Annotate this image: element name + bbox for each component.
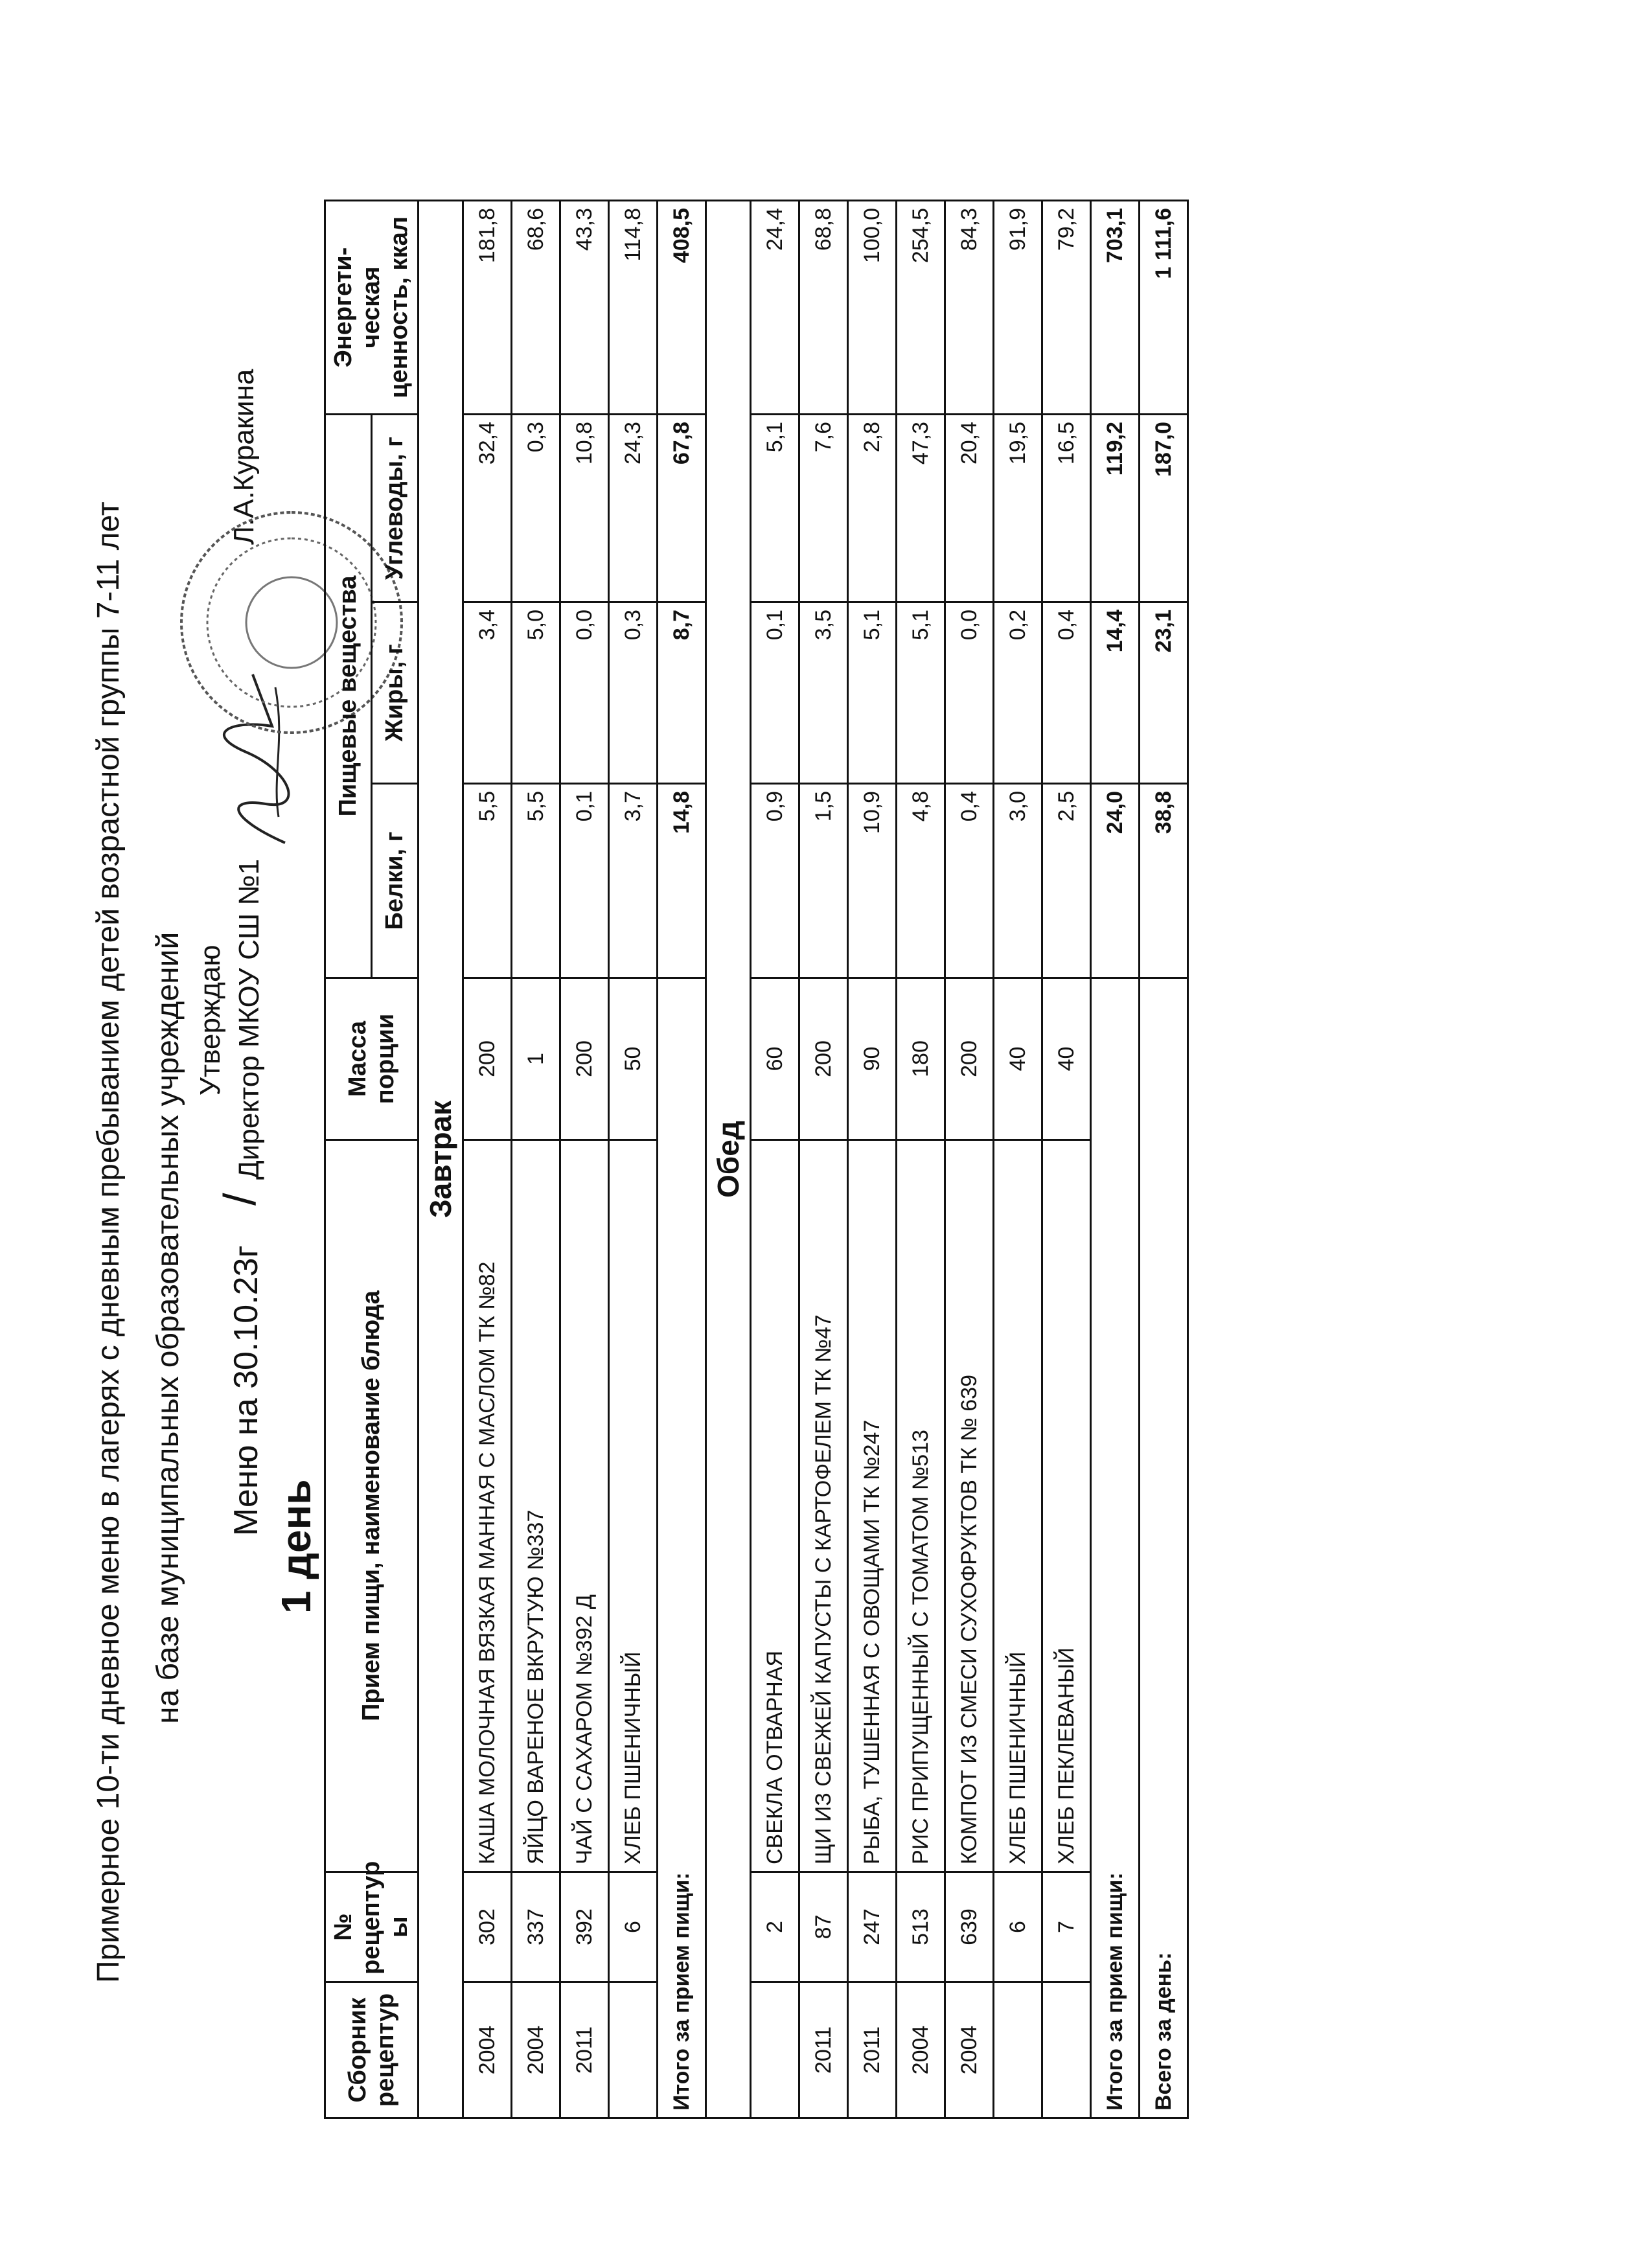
cell-recipe: 337 bbox=[512, 1872, 560, 1982]
breakfast-section bbox=[419, 200, 706, 2118]
cell-recipe: 513 bbox=[897, 1872, 945, 1982]
cell-mass: 40 bbox=[994, 978, 1042, 1140]
total-proteins: 24,0 bbox=[1091, 784, 1140, 978]
day-total-carbs: 187,0 bbox=[1140, 414, 1188, 602]
total-fats: 8,7 bbox=[658, 602, 706, 784]
cell-carbs: 2,8 bbox=[848, 414, 897, 602]
cell-fats: 5,1 bbox=[848, 602, 897, 784]
cell-recipe: 7 bbox=[1042, 1872, 1091, 1982]
cell-proteins: 4,8 bbox=[897, 784, 945, 978]
cell-dish: КОМПОТ ИЗ СМЕСИ СУХОФРУКТОВ ТК № 639 bbox=[945, 1140, 994, 1872]
cell-proteins: 3,0 bbox=[994, 784, 1042, 978]
cell-carbs: 24,3 bbox=[609, 414, 658, 602]
cell-energy: 68,6 bbox=[512, 200, 560, 414]
cell-energy: 84,3 bbox=[945, 200, 994, 414]
cell-carbs: 19,5 bbox=[994, 414, 1042, 602]
cell-dish: ХЛЕБ ПШЕНИЧНЫЙ bbox=[609, 1140, 658, 1872]
meal-title-lunch: Обед bbox=[706, 200, 751, 2118]
cell-energy: 114,8 bbox=[609, 200, 658, 414]
total-label: Итого за прием пищи: bbox=[658, 978, 706, 2118]
table-row bbox=[945, 200, 994, 2118]
cell-proteins: 3,7 bbox=[609, 784, 658, 978]
cell-carbs: 32,4 bbox=[463, 414, 512, 602]
cell-collection: 2004 bbox=[463, 1982, 512, 2118]
cell-fats: 0,4 bbox=[1042, 602, 1091, 784]
day-total-proteins: 38,8 bbox=[1140, 784, 1188, 978]
table-row bbox=[512, 200, 560, 2118]
cell-carbs: 10,8 bbox=[560, 414, 609, 602]
cell-dish: РЫБА, ТУШЕННАЯ С ОВОЩАМИ ТК №247 bbox=[848, 1140, 897, 1872]
day-total-label: Всего за день: bbox=[1140, 978, 1188, 2118]
cell-energy: 43,3 bbox=[560, 200, 609, 414]
cell-proteins: 5,5 bbox=[463, 784, 512, 978]
cell-mass: 1 bbox=[512, 978, 560, 1140]
cell-collection: 2011 bbox=[799, 1982, 848, 2118]
cell-recipe: 247 bbox=[848, 1872, 897, 1982]
cell-energy: 79,2 bbox=[1042, 200, 1091, 414]
cell-mass: 200 bbox=[799, 978, 848, 1140]
cell-carbs: 0,3 bbox=[512, 414, 560, 602]
cell-fats: 3,4 bbox=[463, 602, 512, 784]
cell-carbs: 20,4 bbox=[945, 414, 994, 602]
cell-recipe: 87 bbox=[799, 1872, 848, 1982]
cell-dish: ХЛЕБ ПШЕНИЧНЫЙ bbox=[994, 1140, 1042, 1872]
header-nutrients: Пищевые вещества bbox=[325, 414, 372, 978]
cell-fats: 0,0 bbox=[945, 602, 994, 784]
cell-proteins: 2,5 bbox=[1042, 784, 1091, 978]
cell-mass: 180 bbox=[897, 978, 945, 1140]
cell-energy: 24,4 bbox=[751, 200, 799, 414]
cell-collection bbox=[751, 1982, 799, 2118]
cell-carbs: 16,5 bbox=[1042, 414, 1091, 602]
cell-energy: 91,9 bbox=[994, 200, 1042, 414]
cell-energy: 68,8 bbox=[799, 200, 848, 414]
lunch-section bbox=[706, 200, 1188, 2118]
total-energy: 408,5 bbox=[658, 200, 706, 414]
meal-title-breakfast: Завтрак bbox=[419, 200, 463, 2118]
cell-dish: ХЛЕБ ПЕКЛЕВАНЫЙ bbox=[1042, 1140, 1091, 1872]
menu-date: Меню на 30.10.23г bbox=[227, 1245, 265, 1536]
cell-collection: 2004 bbox=[945, 1982, 994, 2118]
cell-energy: 181,8 bbox=[463, 200, 512, 414]
cell-fats: 3,5 bbox=[799, 602, 848, 784]
total-carbs: 119,2 bbox=[1091, 414, 1140, 602]
approval-slash-mark: / bbox=[214, 1193, 265, 1206]
cell-recipe: 392 bbox=[560, 1872, 609, 1982]
header-proteins: Белки, г bbox=[372, 784, 419, 978]
menu-table bbox=[324, 200, 1189, 2119]
cell-collection bbox=[1042, 1982, 1091, 2118]
approve-label: Утверждаю bbox=[194, 945, 226, 1095]
header-energy: Энергети- ческая ценность, ккал bbox=[325, 200, 419, 414]
cell-proteins: 0,9 bbox=[751, 784, 799, 978]
lunch-total-row bbox=[1091, 200, 1140, 2118]
cell-fats: 5,0 bbox=[512, 602, 560, 784]
table-row bbox=[897, 200, 945, 2118]
cell-recipe: 302 bbox=[463, 1872, 512, 1982]
cell-mass: 40 bbox=[1042, 978, 1091, 1140]
cell-collection bbox=[609, 1982, 658, 2118]
total-label: Итого за прием пищи: bbox=[1091, 978, 1140, 2118]
total-carbs: 67,8 bbox=[658, 414, 706, 602]
header-dish: Прием пищи, наименование блюда bbox=[325, 1140, 419, 1872]
cell-mass: 200 bbox=[463, 978, 512, 1140]
header-mass: Масса порции bbox=[325, 978, 419, 1140]
cell-energy: 254,5 bbox=[897, 200, 945, 414]
day-total-fats: 23,1 bbox=[1140, 602, 1188, 784]
cell-mass: 60 bbox=[751, 978, 799, 1140]
total-fats: 14,4 bbox=[1091, 602, 1140, 784]
cell-carbs: 47,3 bbox=[897, 414, 945, 602]
cell-collection: 2004 bbox=[512, 1982, 560, 2118]
cell-proteins: 5,5 bbox=[512, 784, 560, 978]
cell-proteins: 0,4 bbox=[945, 784, 994, 978]
day-total-row bbox=[1140, 200, 1188, 2118]
table-row bbox=[560, 200, 609, 2118]
approve-director: Директор МКОУ СШ №1 bbox=[233, 858, 265, 1180]
cell-dish: СВЕКЛА ОТВАРНАЯ bbox=[751, 1140, 799, 1872]
cell-fats: 0,3 bbox=[609, 602, 658, 784]
cell-fats: 5,1 bbox=[897, 602, 945, 784]
cell-fats: 0,2 bbox=[994, 602, 1042, 784]
table-row bbox=[1042, 200, 1091, 2118]
cell-proteins: 0,1 bbox=[560, 784, 609, 978]
cell-dish: КАША МОЛОЧНАЯ ВЯЗКАЯ МАННАЯ С МАСЛОМ ТК №82 bbox=[463, 1140, 512, 1872]
cell-dish: ЧАЙ С САХАРОМ №392 Д bbox=[560, 1140, 609, 1872]
total-energy: 703,1 bbox=[1091, 200, 1140, 414]
cell-collection: 2011 bbox=[560, 1982, 609, 2118]
cell-carbs: 7,6 bbox=[799, 414, 848, 602]
breakfast-total-row bbox=[658, 200, 706, 2118]
cell-recipe: 639 bbox=[945, 1872, 994, 1982]
cell-recipe: 2 bbox=[751, 1872, 799, 1982]
table-row bbox=[751, 200, 799, 2118]
cell-mass: 200 bbox=[945, 978, 994, 1140]
cell-recipe: 6 bbox=[609, 1872, 658, 1982]
cell-proteins: 1,5 bbox=[799, 784, 848, 978]
cell-collection: 2011 bbox=[848, 1982, 897, 2118]
cell-energy: 100,0 bbox=[848, 200, 897, 414]
total-proteins: 14,8 bbox=[658, 784, 706, 978]
table-row bbox=[609, 200, 658, 2118]
table-row bbox=[463, 200, 512, 2118]
table-row bbox=[994, 200, 1042, 2118]
cell-fats: 0,0 bbox=[560, 602, 609, 784]
header-recipe-no: № рецептур ы bbox=[325, 1872, 419, 1982]
cell-mass: 50 bbox=[609, 978, 658, 1140]
cell-dish: ЩИ ИЗ СВЕЖЕЙ КАПУСТЫ С КАРТОФЕЛЕМ ТК №47 bbox=[799, 1140, 848, 1872]
cell-carbs: 5,1 bbox=[751, 414, 799, 602]
doc-title-line1: Примерное 10-ти дневное меню в лагерях с дневным пребыванием детей возрастной группы 7-11 лет bbox=[91, 501, 126, 1983]
cell-dish: РИС ПРИПУЩЕННЫЙ С ТОМАТОМ №513 bbox=[897, 1140, 945, 1872]
cell-mass: 90 bbox=[848, 978, 897, 1140]
day-title: 1 день bbox=[273, 1479, 319, 1614]
header-carbs: Углеводы, г bbox=[372, 414, 419, 602]
day-total-energy: 1 111,6 bbox=[1140, 200, 1188, 414]
cell-collection bbox=[994, 1982, 1042, 2118]
cell-proteins: 10,9 bbox=[848, 784, 897, 978]
cell-fats: 0,1 bbox=[751, 602, 799, 784]
director-name: Л.А.Куракина bbox=[228, 369, 260, 545]
cell-dish: ЯЙЦО ВАРЕНОЕ ВКРУТУЮ №337 bbox=[512, 1140, 560, 1872]
cell-recipe: 6 bbox=[994, 1872, 1042, 1982]
doc-title-line2: на базе муниципальных образовательных учреждений bbox=[151, 932, 185, 1724]
table-row bbox=[799, 200, 848, 2118]
header-collection: Сборник рецептур bbox=[325, 1982, 419, 2118]
header-fats: Жиры, г bbox=[372, 602, 419, 784]
table-row bbox=[848, 200, 897, 2118]
cell-collection: 2004 bbox=[897, 1982, 945, 2118]
cell-mass: 200 bbox=[560, 978, 609, 1140]
